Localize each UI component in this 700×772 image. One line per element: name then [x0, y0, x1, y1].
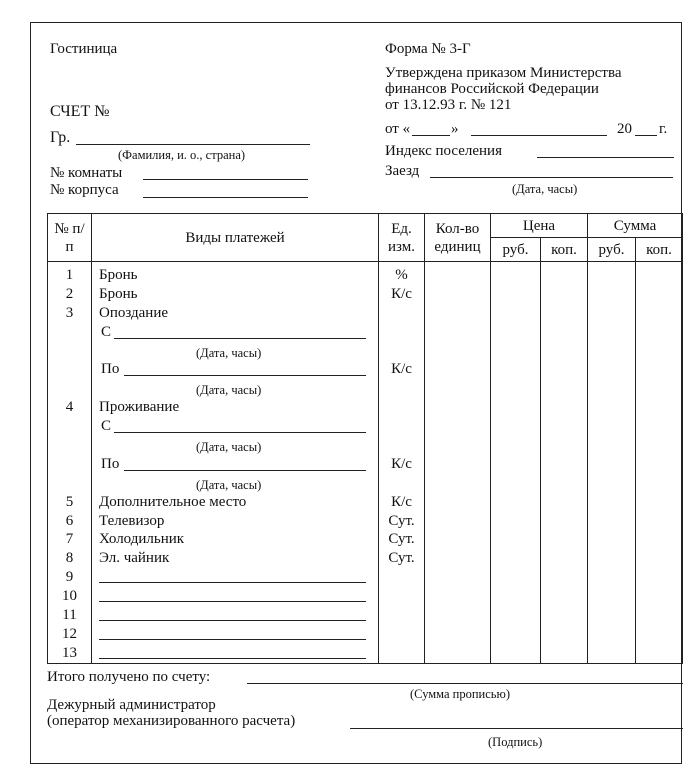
sum-kop-column[interactable] — [636, 262, 683, 664]
unit-value — [379, 379, 424, 398]
payment-type-label: Проживание — [99, 399, 180, 416]
payment-type-label: Эл. чайник — [99, 550, 170, 567]
payment-type-label: Телевизор — [99, 512, 165, 529]
citizen-label: Гр. — [50, 129, 71, 146]
row-number — [48, 436, 91, 455]
datetime-caption: (Дата, часы) — [196, 383, 262, 398]
row-number — [48, 379, 91, 398]
row-number: 5 — [65, 493, 74, 510]
index-field[interactable] — [537, 157, 674, 158]
unit-value: Сут. — [388, 550, 415, 567]
from-label: С — [101, 418, 112, 435]
col-header-sum-kop: коп. — [636, 238, 683, 262]
row-number: 3 — [65, 304, 74, 321]
datetime-caption: (Дата, часы) — [196, 477, 262, 492]
invoice-label: СЧЕТ № — [50, 103, 110, 120]
row-number: 6 — [65, 512, 74, 529]
payment-types-column — [92, 262, 379, 664]
unit-value — [379, 417, 424, 436]
unit-value — [379, 474, 424, 493]
index-label: Индекс поселения — [385, 143, 502, 159]
col-header-price: Цена — [491, 214, 588, 238]
stay-to-field[interactable] — [124, 470, 366, 471]
approval-line-3: от 13.12.93 г. № 121 — [385, 97, 512, 113]
datetime-caption: (Дата, часы) — [196, 440, 262, 455]
citizen-field[interactable] — [76, 144, 310, 145]
unit-value: % — [395, 267, 408, 283]
signature-field[interactable] — [350, 728, 683, 729]
to-label: По — [101, 455, 120, 472]
unit-value — [379, 436, 424, 455]
price-kop-column[interactable] — [541, 262, 588, 664]
col-header-price-rub: руб. — [491, 238, 541, 262]
date-month-field[interactable] — [471, 135, 607, 136]
arrival-label: Заезд — [385, 163, 420, 179]
blank-payment-field[interactable] — [99, 620, 366, 621]
building-field[interactable] — [143, 197, 308, 198]
from-label: С — [101, 323, 112, 340]
late-from-field[interactable] — [114, 338, 366, 339]
unit-value: Сут. — [388, 512, 415, 529]
col-header-type: Виды платежей — [92, 214, 379, 262]
payment-type-label: Опоздание — [99, 304, 169, 321]
qty-column[interactable] — [425, 262, 491, 664]
unit-value — [379, 644, 424, 663]
col-header-price-kop: коп. — [541, 238, 588, 262]
col-header-num: № п/п — [48, 214, 92, 262]
unit-value — [379, 304, 424, 323]
to-label: По — [101, 361, 120, 378]
signature-caption: (Подпись) — [488, 735, 543, 749]
payment-type-label: Бронь — [99, 267, 138, 283]
form-number: Форма № 3-Г — [385, 41, 471, 57]
hotel-label: Гостиница — [50, 41, 118, 57]
unit-value — [379, 587, 424, 606]
row-number: 1 — [65, 267, 74, 283]
unit-value: К/с — [391, 455, 412, 472]
unit-value — [379, 323, 424, 342]
row-number: 13 — [62, 644, 77, 661]
approval-line-1: Утверждена приказом Министерства — [385, 65, 622, 81]
row-numbers-column — [48, 262, 92, 664]
row-number — [48, 455, 91, 474]
date-quote: » — [451, 121, 459, 137]
row-number — [48, 323, 91, 342]
late-to-field[interactable] — [124, 375, 366, 376]
year-suffix: г. — [659, 121, 668, 137]
col-header-qty: Кол-во единиц — [425, 214, 491, 262]
unit-value — [379, 398, 424, 417]
room-field[interactable] — [143, 179, 308, 180]
row-number: 9 — [65, 569, 74, 586]
total-field[interactable] — [247, 683, 683, 684]
building-label: № корпуса — [50, 182, 119, 198]
room-label: № комнаты — [50, 165, 123, 181]
row-number — [48, 360, 91, 379]
unit-value — [379, 606, 424, 625]
blank-payment-field[interactable] — [99, 582, 366, 583]
payment-type-label: Бронь — [99, 285, 138, 302]
date-prefix: от « — [385, 121, 411, 137]
row-number: 12 — [62, 625, 77, 642]
unit-value: Сут. — [388, 531, 415, 548]
col-header-unit: Ед. изм. — [379, 214, 425, 262]
blank-payment-field[interactable] — [99, 639, 366, 640]
row-number: 8 — [65, 550, 74, 567]
unit-value — [379, 342, 424, 361]
sum-rub-column[interactable] — [588, 262, 636, 664]
arrival-caption: (Дата, часы) — [512, 182, 578, 196]
datetime-caption: (Дата, часы) — [196, 345, 262, 360]
payments-table — [47, 213, 682, 661]
row-number: 7 — [65, 531, 74, 548]
unit-value: К/с — [391, 493, 412, 510]
citizen-caption: (Фамилия, и. о., страна) — [118, 148, 246, 162]
stay-from-field[interactable] — [114, 432, 366, 433]
total-caption: (Сумма прописью) — [410, 687, 510, 701]
col-header-sum-rub: руб. — [588, 238, 636, 262]
admin-label-1: Дежурный администратор — [47, 697, 216, 713]
payment-type-label: Дополнительное место — [99, 493, 247, 510]
units-column — [379, 262, 425, 664]
row-number — [48, 474, 91, 493]
unit-value — [379, 625, 424, 644]
unit-value: К/с — [391, 285, 412, 302]
blank-payment-field[interactable] — [99, 601, 366, 602]
year-label: 20 — [617, 121, 632, 137]
payment-type-label: Холодильник — [99, 531, 185, 548]
unit-value — [379, 568, 424, 587]
row-number: 4 — [65, 399, 74, 416]
date-year-field[interactable] — [635, 135, 657, 136]
row-number: 2 — [65, 285, 74, 302]
approval-line-2: финансов Российской Федерации — [385, 81, 599, 97]
admin-label-2: (оператор механизированного расчета) — [47, 713, 296, 729]
unit-value: К/с — [391, 361, 412, 378]
date-day-field[interactable] — [412, 135, 450, 136]
total-label: Итого получено по счету: — [47, 669, 211, 685]
price-rub-column[interactable] — [491, 262, 541, 664]
row-number — [48, 342, 91, 361]
row-number — [48, 417, 91, 436]
row-number: 10 — [62, 588, 77, 605]
row-number: 11 — [62, 607, 77, 624]
arrival-field[interactable] — [430, 177, 673, 178]
blank-payment-field[interactable] — [99, 658, 366, 659]
col-header-sum: Сумма — [588, 214, 683, 238]
